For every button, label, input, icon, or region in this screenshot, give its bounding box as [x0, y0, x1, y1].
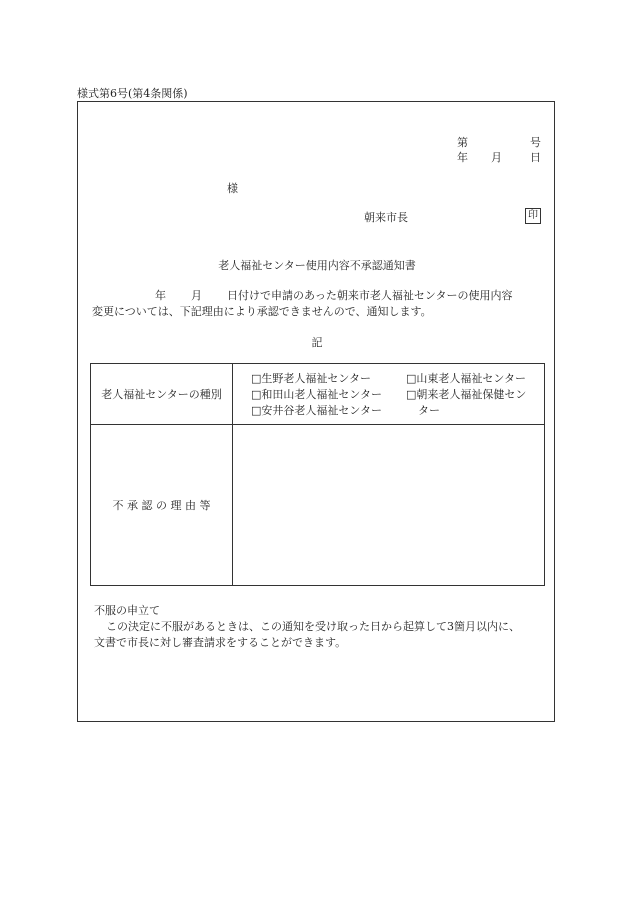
seal-mark: 印 — [525, 208, 541, 224]
center-option-asago-continued: ター — [418, 404, 440, 417]
table-row — [91, 425, 545, 586]
center-option-yasuidani[interactable]: □安井谷老人福祉センター — [251, 404, 382, 417]
table-row — [91, 364, 545, 425]
document-title: 老人福祉センター使用内容不承認通知書 — [218, 259, 416, 272]
appeal-line2: 文書で市長に対し審査請求をすることができます。 — [94, 636, 347, 649]
body-month: 月 — [191, 289, 202, 302]
body-line2: 変更については、下記理由により承認できませんので、通知します。 — [92, 305, 432, 318]
center-option-asago[interactable]: □朝来老人福祉保健セン — [406, 388, 527, 401]
ki-mark: 記 — [311, 336, 323, 349]
reason-label: 不 承 認 の 理 由 等 — [91, 425, 233, 586]
document-frame — [77, 101, 555, 722]
center-options-cell — [233, 364, 545, 425]
date-month: 月 — [491, 151, 502, 164]
number-dai: 第 — [457, 136, 468, 149]
details-table — [90, 363, 545, 586]
center-type-label: 老人福祉センターの種別 — [91, 364, 233, 425]
center-option-ikuno[interactable]: □生野老人福祉センター — [251, 372, 371, 385]
issuer-name: 朝来市長 — [364, 211, 408, 224]
appeal-line1: この決定に不服があるときは、この通知を受け取った日から起算して3箇月以内に、 — [106, 620, 520, 633]
reason-field[interactable] — [233, 425, 545, 586]
center-option-wadayama[interactable]: □和田山老人福祉センター — [251, 388, 382, 401]
center-option-santo[interactable]: □山東老人福祉センター — [406, 372, 526, 385]
form-label: 様式第6号(第4条関係) — [77, 87, 188, 100]
body-year: 年 — [155, 289, 166, 302]
body-line1: 日付けで申請のあった朝来市老人福祉センターの使用内容 — [227, 289, 513, 302]
appeal-heading: 不服の申立て — [94, 604, 160, 617]
recipient-suffix: 様 — [227, 182, 238, 195]
date-year: 年 — [457, 151, 468, 164]
date-day: 日 — [530, 151, 541, 164]
number-go: 号 — [530, 136, 541, 149]
